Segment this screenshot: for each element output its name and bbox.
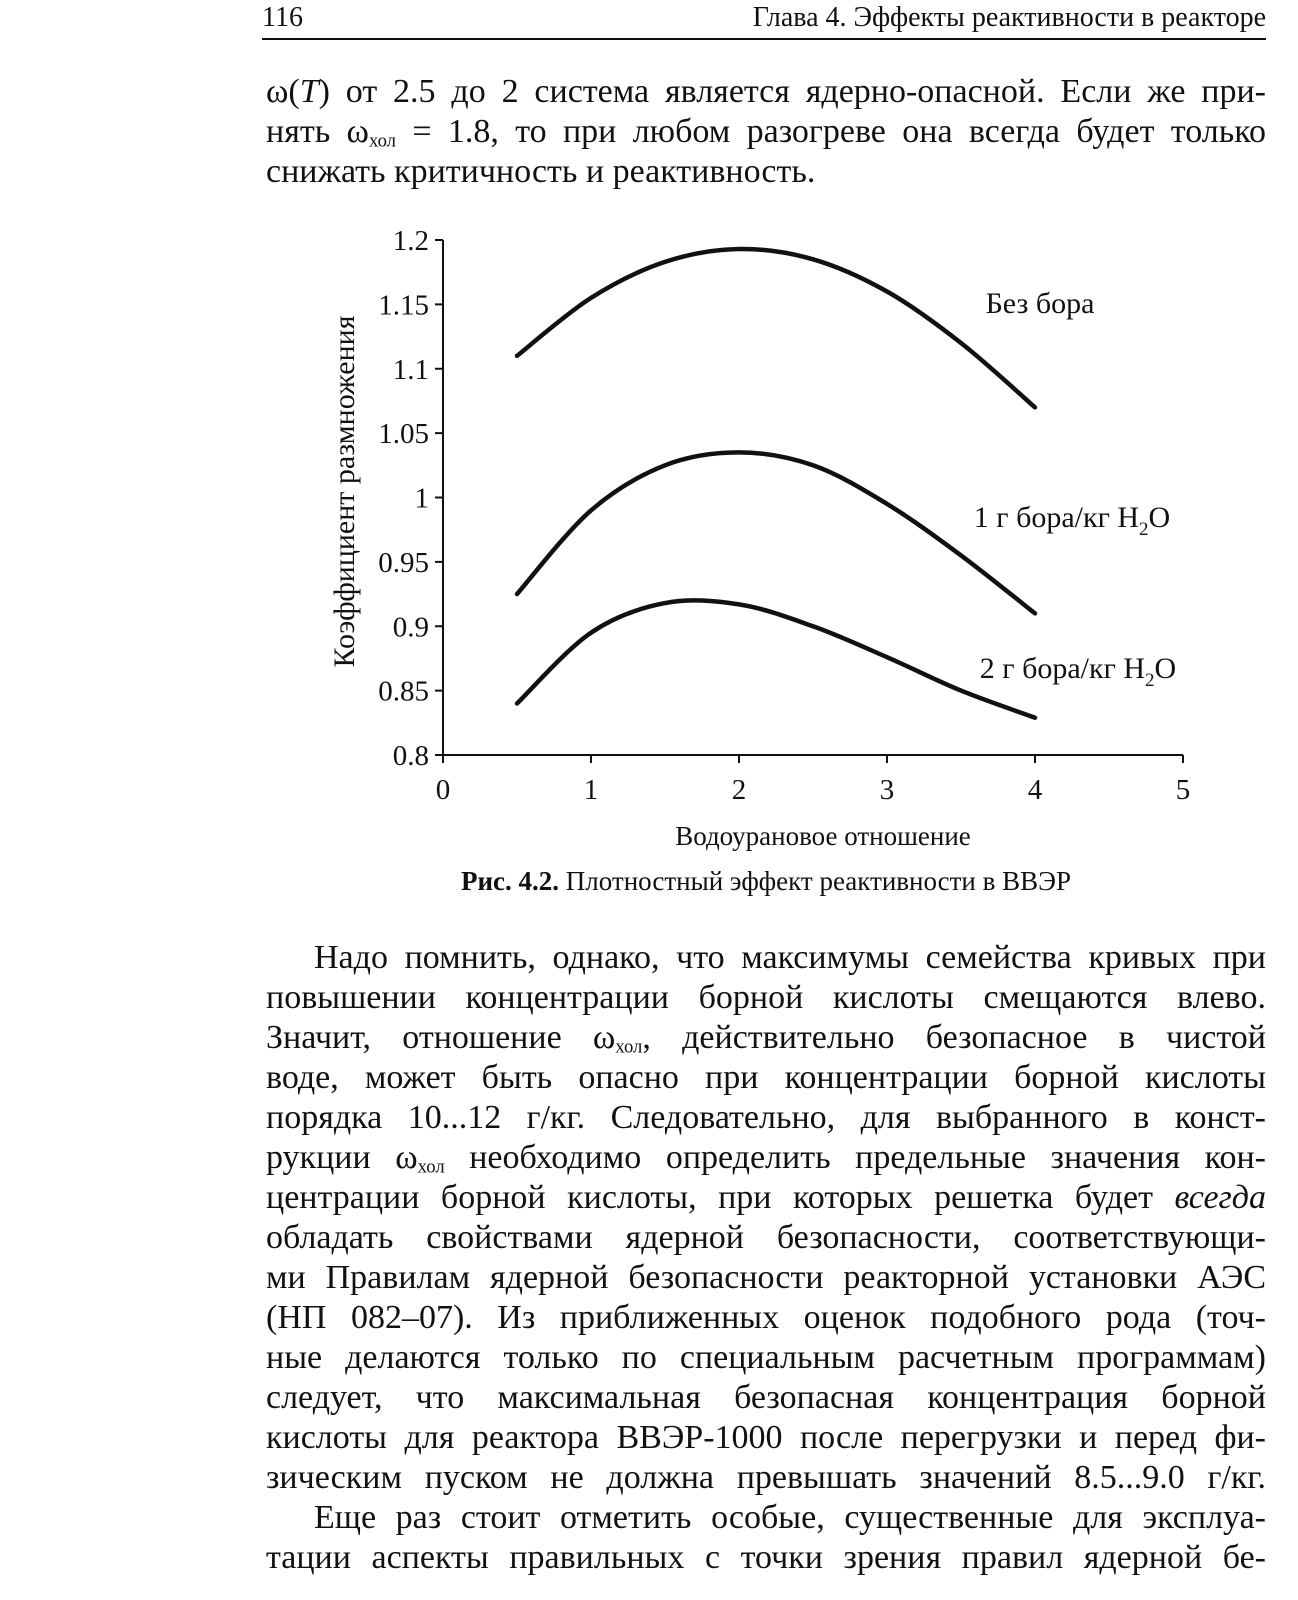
- y-tick-label: 1.05: [378, 418, 429, 451]
- figure-label: Рис. 4.2.: [461, 866, 560, 896]
- series-label-1g-boron: 1 г бора/кг $H_2O$: [973, 501, 1171, 540]
- series-label-no-boron: Без бора: [985, 287, 1095, 320]
- page-number: 116: [262, 2, 303, 33]
- body-line-5: порядка 10...12 г/кг. Следовательно, для выбранного в конст-: [266, 1099, 1266, 1136]
- y-tick-label: 0.95: [378, 546, 429, 579]
- x-tick-label: 0: [435, 774, 451, 806]
- body-line-4: воде, может быть опасно при концентрации борной кислоты: [266, 1059, 1266, 1096]
- figure-caption: [266, 866, 1266, 897]
- y-tick-label: 1.15: [378, 289, 429, 322]
- series-line-1g-boron: [517, 452, 1035, 613]
- figure-caption-text: Плотностный эффект реактивности в ВВЭР: [559, 866, 1071, 896]
- body-line-7: центрации борной кислоты, при которых решетка будет всегда: [266, 1179, 1266, 1216]
- y-tick-label: 0.8: [392, 740, 429, 772]
- x-tick-label: 4: [1027, 774, 1043, 806]
- x-axis-label: Водоурановое отношение: [675, 821, 971, 851]
- body-line-15: Еще раз стоит отметить особые, существенные для эксплуа-: [314, 1499, 1266, 1536]
- body-line-9: ми Правилам ядерной безопасности реакторной установки АЭС: [266, 1259, 1266, 1296]
- intro-line-3: снижать критичность и реактивность.: [266, 153, 816, 190]
- body-paragraph-1: [266, 938, 1266, 1578]
- body-line-12: следует, что максимальная безопасная концентрация борной: [266, 1379, 1266, 1416]
- body-line-14: зическим пуском не должна превышать значений 8.5...9.0 г/кг.: [266, 1459, 1266, 1496]
- series-line-2g-boron: [517, 600, 1035, 717]
- x-tick-label: 1: [583, 774, 599, 806]
- chapter-title: Глава 4. Эффекты реактивности в реакторе: [752, 2, 1266, 33]
- body-line-8: обладать свойствами ядерной безопасности, соответствующи-: [266, 1219, 1266, 1256]
- x-tick-label: 3: [879, 774, 895, 806]
- body-line-11: ные делаются только по специальным расчетным программам): [266, 1339, 1266, 1376]
- y-tick-label: 0.85: [378, 675, 429, 708]
- x-tick-label: 5: [1175, 774, 1191, 806]
- body-line-13: кислоты для реактора ВВЭР-1000 после перегрузки и перед фи-: [266, 1419, 1266, 1456]
- body-line-6: рукции $\omega_{хол}$ необходимо определить предельные значения кон-: [266, 1139, 1266, 1178]
- y-tick-label: 1.2: [392, 225, 429, 257]
- y-tick-label: 0.9: [392, 611, 429, 644]
- y-tick-label: 1: [414, 482, 429, 515]
- body-line-1: Надо помнить, однако, что максимумы семейства кривых при: [314, 939, 1266, 976]
- x-tick-label: 2: [731, 774, 747, 806]
- y-axis-label: Коэффициент размножения: [328, 315, 361, 668]
- series-label-2g-boron: 2 г бора/кг $H_2O$: [979, 652, 1177, 691]
- body-line-3: Значит, отношение $\omega_{хол}$, действительно безопасное в чистой: [266, 1019, 1266, 1058]
- body-line-10: (НП 082–07). Из приближенных оценок подобного рода (точ-: [266, 1299, 1266, 1336]
- intro-line-1: ω(T) от 2.5 до 2 система является ядерно-опасной. Если же при-: [266, 73, 1266, 110]
- series-line-no-boron: [517, 249, 1035, 407]
- body-line-16: тации аспекты правильных с точки зрения правил ядерной бе-: [266, 1539, 1266, 1576]
- body-line-2: повышении концентрации борной кислоты смещаются влево.: [266, 979, 1266, 1016]
- intro-line-2: нять $\omega_{хол} = 1.8$, то при любом разогреве она всегда будет только: [266, 113, 1267, 152]
- y-tick-label: 1.1: [392, 353, 429, 386]
